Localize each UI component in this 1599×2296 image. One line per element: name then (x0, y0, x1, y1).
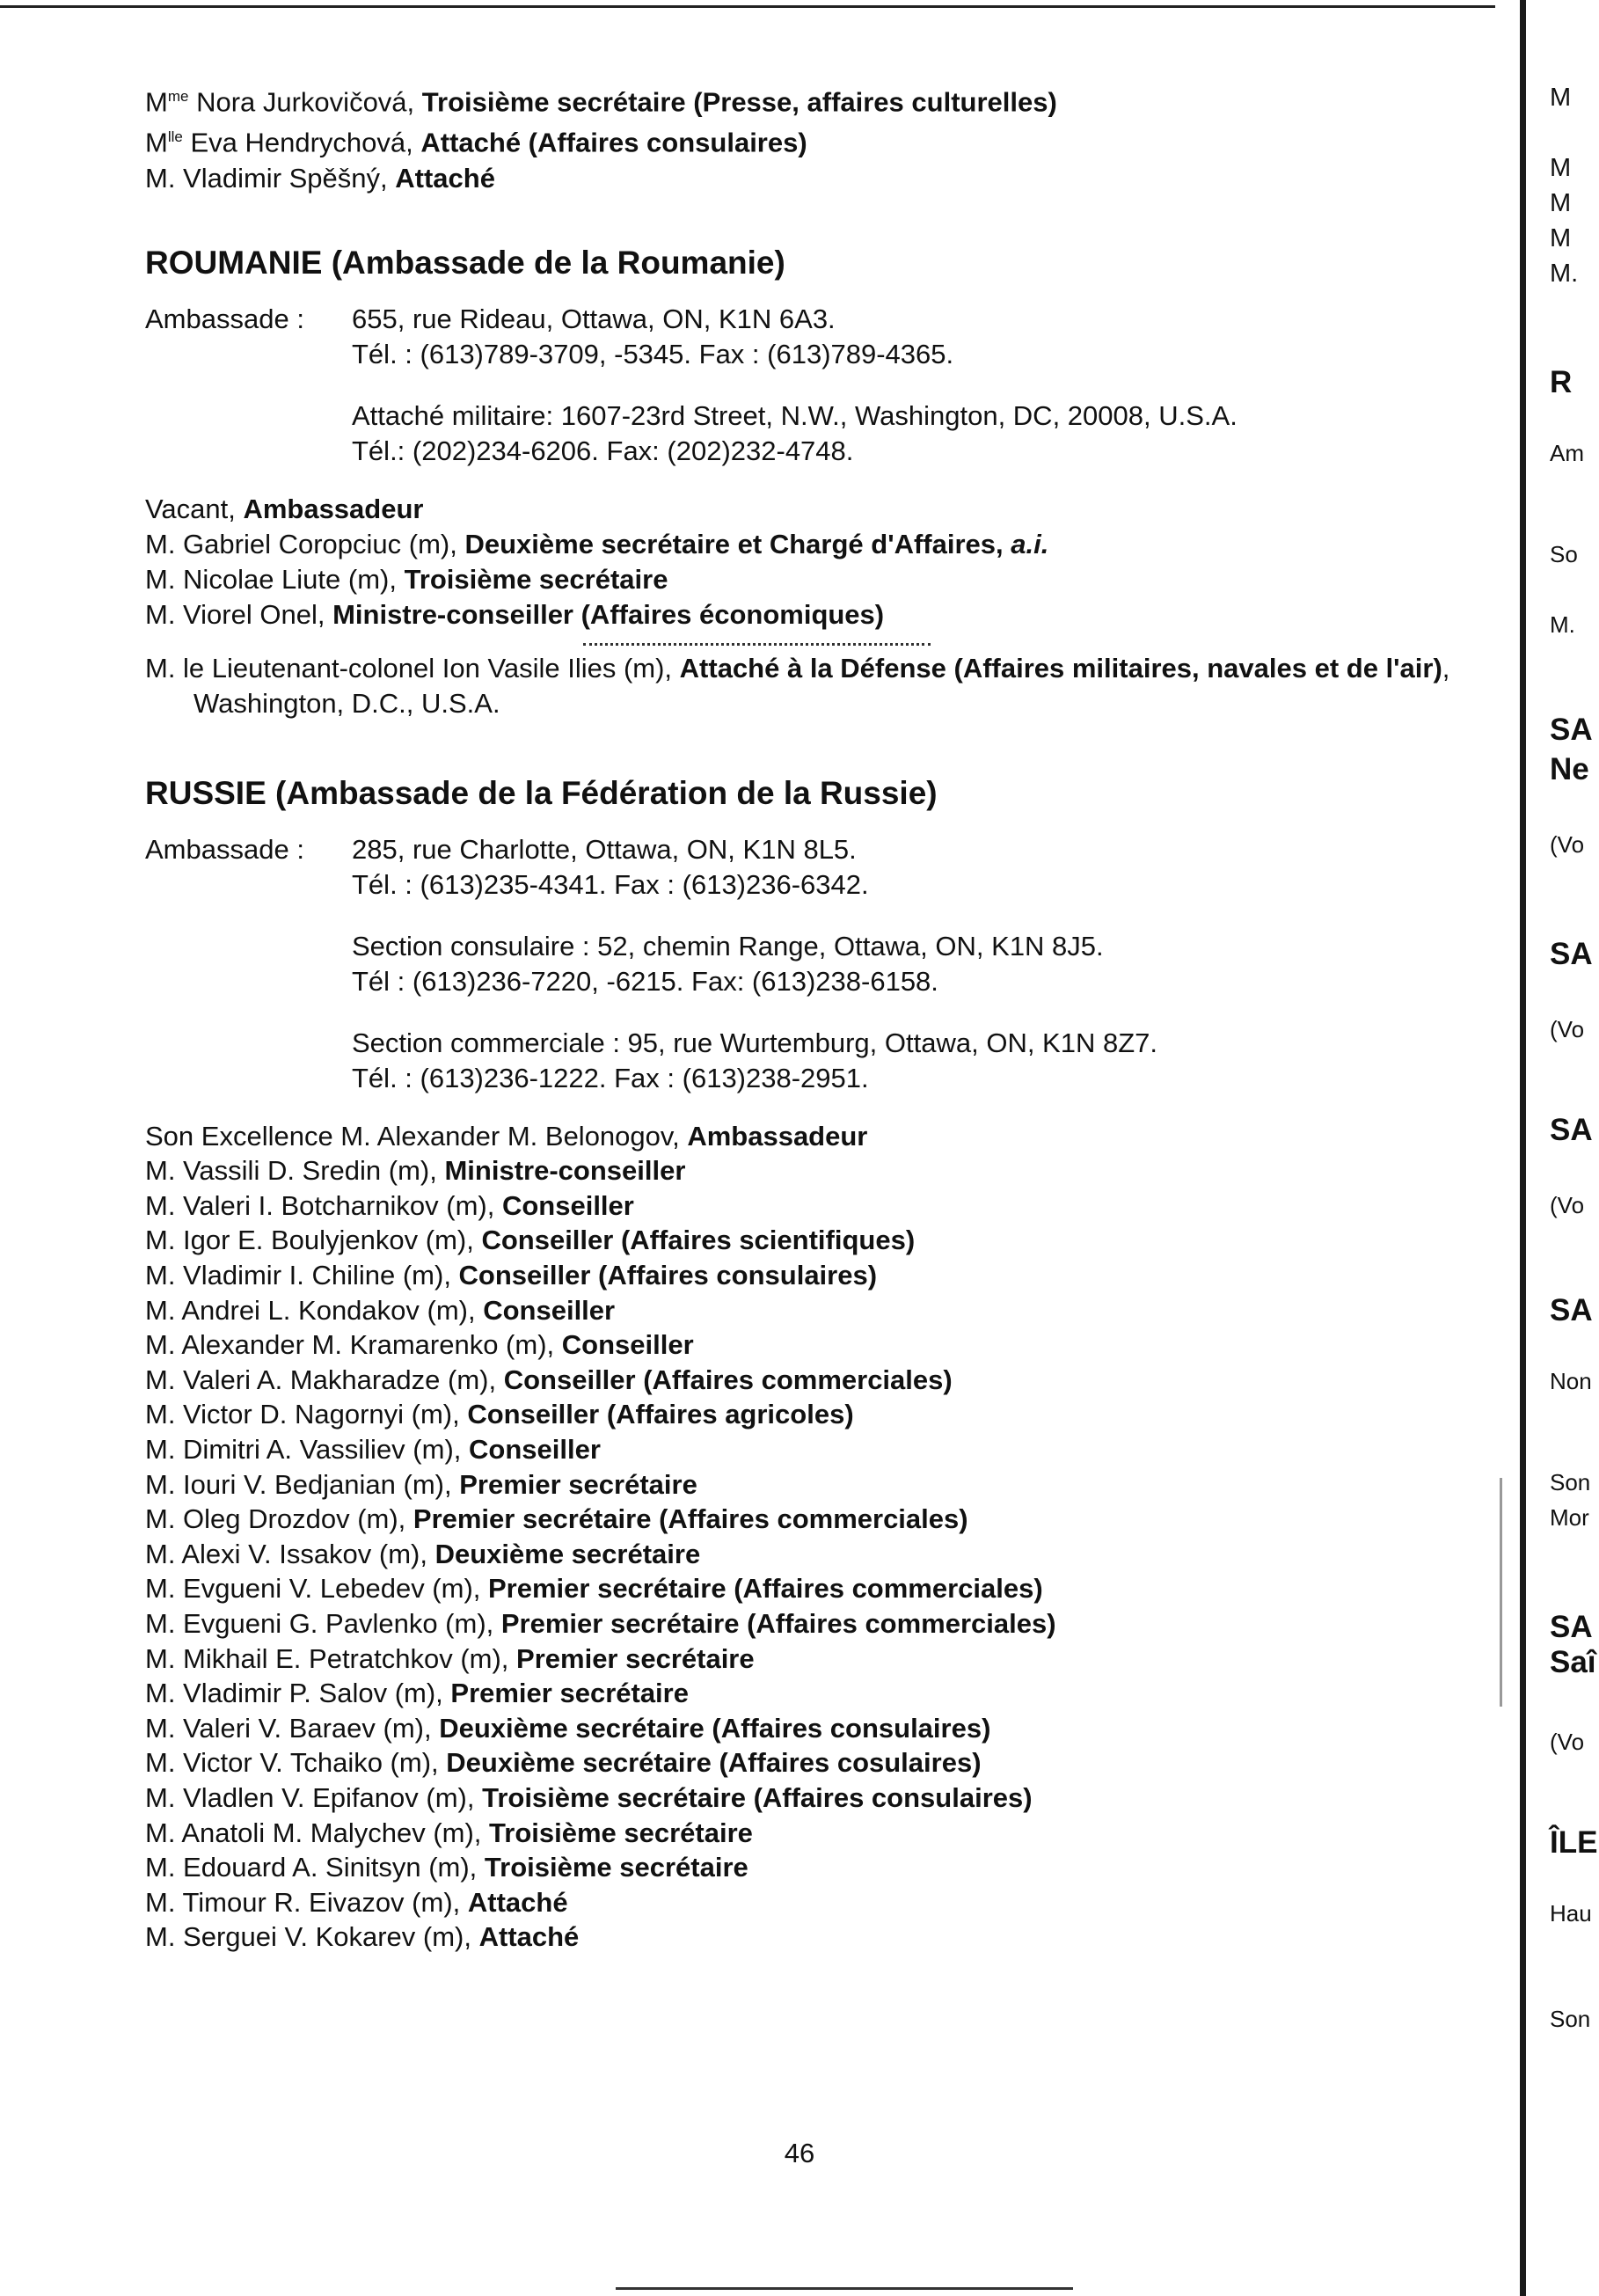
staff-entry (145, 1223, 1500, 1258)
staff-title: Ministre-conseiller (Affaires économiques) (332, 598, 885, 630)
staff-title: Attaché (Affaires consulaires) (420, 127, 807, 158)
staff-title: Premier secrétaire (Affaires commerciales) (500, 1607, 1056, 1639)
staff-title: Troisième secrétaire (484, 1852, 748, 1883)
address-line: Tél. : (613)789-3709, -5345. Fax : (613)789-4365. (352, 338, 954, 369)
honorific-superscript: me (167, 88, 189, 105)
staff-name: M. Viorel Onel, (145, 598, 333, 630)
staff-name: M. Igor E. Boulyjenkov (m), (145, 1225, 482, 1256)
staff-name: M. Nicolae Liute (m), (145, 563, 405, 595)
staff-entry (145, 1642, 1500, 1677)
staff-entry (145, 1293, 1500, 1328)
staff-entry (145, 527, 1500, 562)
military-line: Attaché militaire: 1607-23rd Street, N.W., Washington, DC, 20008, U.S.A. (352, 399, 1238, 431)
staff-entry (145, 1537, 1500, 1572)
facing-page-fragment: R (1550, 365, 1573, 399)
staff-title: Conseiller (469, 1434, 601, 1465)
staff-name: M. Valeri I. Botcharnikov (m), (145, 1189, 502, 1221)
facing-page-fragment: (Vo (1550, 1016, 1585, 1042)
staff-entry (145, 1432, 1500, 1467)
romania-address (145, 302, 1500, 469)
facing-page-fragment: M. (1550, 260, 1579, 288)
staff-entry (145, 1711, 1500, 1746)
staff-entry (145, 1919, 1500, 1955)
commercial-line: Tél. : (613)236-1222. Fax : (613)238-2951. (352, 1062, 869, 1093)
staff-name: M. Anatoli M. Malychev (m), (145, 1817, 490, 1848)
staff-entry (145, 1571, 1500, 1606)
staff-title: Conseiller (Affaires agricoles) (467, 1399, 854, 1430)
staff-name: M. Dimitri A. Vassiliev (m), (145, 1434, 469, 1465)
facing-page-fragment: M (1550, 224, 1572, 252)
staff-entry (145, 1119, 1500, 1154)
consular-line: Tél : (613)236-7220, -6215. Fax: (613)238-6158. (352, 965, 938, 997)
staff-name: M. Vladimir Spěšný, (145, 162, 396, 194)
facing-page-fragment: Ne (1550, 752, 1589, 786)
main-column (145, 79, 1500, 1955)
staff-name: Vacant, (145, 493, 244, 524)
russia-address (145, 832, 1500, 1096)
staff-name: M. Mikhail E. Petratchkov (m), (145, 1642, 517, 1674)
staff-entry (145, 1676, 1500, 1711)
staff-title: Deuxième secrétaire (Affaires consulaires) (439, 1712, 991, 1744)
honorific: M (145, 86, 168, 118)
staff-entry (145, 79, 1500, 120)
romania-defense-attache: M. le Lieutenant-colonel Ion Vasile Ilies (m), Attaché à la Défense (Affaires militaires, navales et de l'air), Washington, D.C., U.S.A. (145, 652, 1450, 719)
staff-entry (145, 1745, 1500, 1780)
staff-title: Ambassadeur (687, 1120, 868, 1152)
staff-name: M. Gabriel Coropciuc (m), (145, 528, 465, 559)
military-line: Tél.: (202)234-6206. Fax: (202)232-4748. (352, 435, 854, 466)
facing-page-fragment: SA (1550, 1293, 1593, 1327)
russia-staff-list (145, 1119, 1500, 1955)
top-rule (0, 5, 1495, 8)
honorific-superscript: lle (167, 128, 183, 146)
staff-name: M. Valeri V. Baraev (m), (145, 1712, 440, 1744)
facing-page-fragment: Saî (1550, 1645, 1596, 1679)
facing-page-fragment: SA (1550, 1610, 1593, 1644)
facing-page-fragment: ÎLE (1550, 1825, 1598, 1860)
staff-entry (145, 1467, 1500, 1503)
address-line: 655, rue Rideau, Ottawa, ON, K1N 6A3. (352, 303, 836, 334)
staff-name: M. Vladimir I. Chiline (m), (145, 1260, 459, 1291)
staff-name: M. Edouard A. Sinitsyn (m), (145, 1852, 485, 1883)
staff-title: Attaché (395, 162, 495, 194)
staff-name: M. Alexi V. Issakov (m), (145, 1538, 435, 1569)
staff-name: Son Excellence M. Alexander M. Belonogov, (145, 1120, 688, 1152)
staff-name: M. Evgueni V. Lebedev (m), (145, 1573, 488, 1605)
staff-name: M. Valeri A. Makharadze (m), (145, 1364, 504, 1395)
facing-page-fragment: SA (1550, 1113, 1593, 1147)
staff-entry (145, 1780, 1500, 1816)
dotted-separator (583, 643, 931, 646)
address-label: Ambassade : (145, 833, 304, 865)
staff-name: M. Serguei V. Kokarev (m), (145, 1921, 479, 1953)
staff-title-suffix: a.i. (1011, 528, 1049, 559)
consular-line: Section consulaire : 52, chemin Range, Ottawa, ON, K1N 8J5. (352, 930, 1104, 962)
facing-page-fragment: Mor (1550, 1504, 1589, 1531)
staff-entry (145, 1153, 1500, 1188)
facing-page-fragment: (Vo (1550, 1192, 1585, 1218)
staff-entry (145, 1363, 1500, 1398)
staff-title: Premier secrétaire (516, 1642, 755, 1674)
staff-entry (145, 1188, 1500, 1224)
staff-name: M. Vladimir P. Salov (m), (145, 1678, 451, 1709)
staff-entry (145, 1258, 1500, 1293)
staff-title: Premier secrétaire (Affaires commerciales) (413, 1503, 968, 1535)
staff-title: Conseiller (Affaires consulaires) (458, 1260, 878, 1291)
staff-name: M. Timour R. Eivazov (m), (145, 1886, 468, 1918)
staff-name: M. Iouri V. Bedjanian (m), (145, 1468, 460, 1500)
staff-name: M. Vladlen V. Epifanov (m), (145, 1781, 483, 1813)
honorific: M (145, 127, 168, 158)
czech-staff-continuation (145, 79, 1500, 196)
staff-entry (145, 161, 1500, 196)
address-line: 285, rue Charlotte, Ottawa, ON, K1N 8L5. (352, 833, 857, 865)
staff-title: Troisième secrétaire (Presse, affaires culturelles) (421, 86, 1057, 118)
facing-page-fragment: (Vo (1550, 1729, 1585, 1755)
facing-page-fragment: (Vo (1550, 831, 1585, 858)
staff-name: M. Andrei L. Kondakov (m), (145, 1294, 484, 1326)
staff-name: M. Victor D. Nagornyi (m), (145, 1399, 468, 1430)
facing-page-fragment: M (1550, 154, 1572, 182)
staff-title: Premier secrétaire (450, 1678, 689, 1709)
staff-title: Premier secrétaire (459, 1468, 697, 1500)
staff-title: Ministre-conseiller (444, 1155, 686, 1187)
russia-heading: RUSSIE (Ambassade de la Fédération de la Russie) (145, 774, 938, 811)
staff-entry (145, 120, 1500, 160)
staff-title: Troisième secrétaire (489, 1817, 753, 1848)
staff-entry (145, 1327, 1500, 1363)
staff-entry (145, 562, 1500, 597)
facing-page-fragment: Son (1550, 2006, 1591, 2032)
staff-title: Deuxième secrétaire (434, 1538, 701, 1569)
romania-heading: ROUMANIE (Ambassade de la Roumanie) (145, 244, 785, 281)
bottom-rule (616, 2287, 1073, 2290)
staff-title: Deuxième secrétaire et Chargé d'Affaires, (464, 528, 1011, 559)
staff-entry (145, 1502, 1500, 1537)
staff-name: M. Evgueni G. Pavlenko (m), (145, 1607, 501, 1639)
facing-page-fragment: M (1550, 84, 1572, 112)
commercial-line: Section commerciale : 95, rue Wurtemburg, Ottawa, ON, K1N 8Z7. (352, 1027, 1157, 1058)
address-line: Tél. : (613)235-4341. Fax : (613)236-6342. (352, 868, 869, 900)
page-spine (1520, 0, 1526, 2296)
staff-title: Troisième secrétaire (Affaires consulaires) (482, 1781, 1033, 1813)
facing-page-fragment: Son (1550, 1469, 1591, 1495)
facing-page-fragment: Am (1550, 440, 1584, 466)
facing-page-fragment: M. (1550, 611, 1575, 638)
facing-page-fragment: So (1550, 541, 1578, 567)
facing-page-fragment: Hau (1550, 1900, 1592, 1927)
binding-shadow (1500, 1478, 1502, 1707)
facing-page-fragment: SA (1550, 937, 1593, 971)
staff-entry (145, 492, 1500, 527)
staff-name: M. Oleg Drozdov (m), (145, 1503, 413, 1535)
staff-name: M. Alexander M. Kramarenko (m), (145, 1329, 562, 1361)
staff-title: Conseiller (Affaires scientifiques) (481, 1225, 916, 1256)
staff-entry (145, 1816, 1500, 1851)
staff-entry (145, 597, 1500, 632)
staff-entry (145, 1885, 1500, 1920)
romania-staff-list (145, 492, 1500, 632)
staff-name: Nora Jurkovičová, (188, 86, 422, 118)
facing-page-fragment: SA (1550, 713, 1593, 747)
facing-page-edge (1530, 0, 1599, 2296)
staff-name: M. Vassili D. Sredin (m), (145, 1155, 445, 1187)
staff-entry (145, 1850, 1500, 1885)
staff-title: Conseiller (501, 1189, 634, 1221)
staff-title: Attaché (467, 1886, 568, 1918)
staff-title: Conseiller (483, 1294, 616, 1326)
facing-page-fragment: M (1550, 189, 1572, 217)
staff-entry (145, 1606, 1500, 1642)
staff-title: Attaché (478, 1921, 580, 1953)
staff-name: Eva Hendrychová, (182, 127, 421, 158)
staff-entry (145, 1397, 1500, 1432)
staff-title: Conseiller (Affaires commerciales) (503, 1364, 953, 1395)
facing-page-fragment: Non (1550, 1368, 1592, 1394)
staff-title: Deuxième secrétaire (Affaires cosulaires) (446, 1747, 982, 1779)
staff-title: Conseiller (561, 1329, 694, 1361)
staff-title: Premier secrétaire (Affaires commerciales) (488, 1573, 1043, 1605)
staff-name: M. Victor V. Tchaiko (m), (145, 1747, 447, 1779)
staff-title: Ambassadeur (243, 493, 424, 524)
staff-title: Troisième secrétaire (404, 563, 668, 595)
page-number: 46 (784, 2138, 815, 2168)
address-label: Ambassade : (145, 303, 304, 334)
